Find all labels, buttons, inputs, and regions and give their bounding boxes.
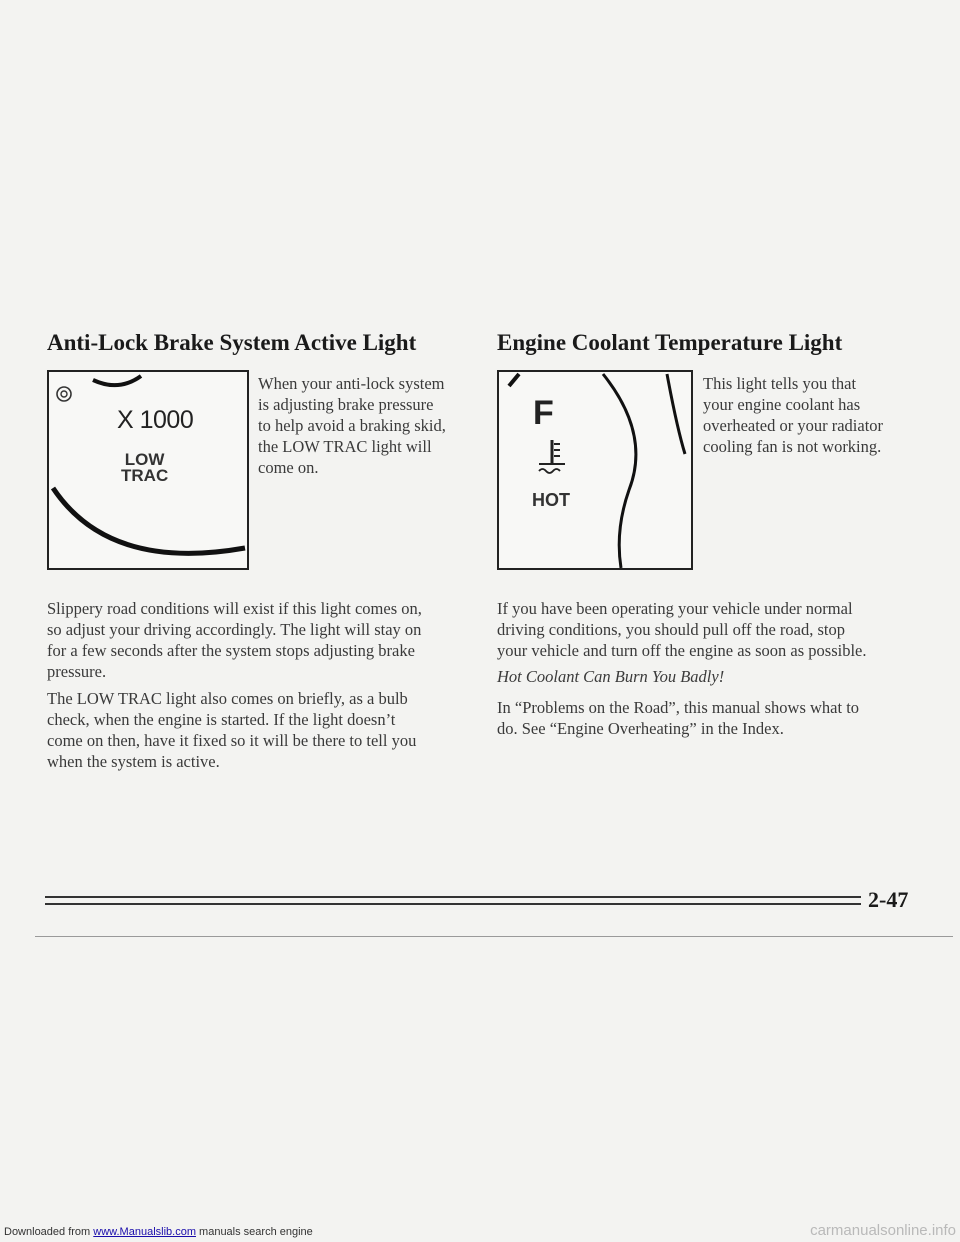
abs-side-text: When your anti-lock system is adjusting brake pressure to help avoid a braking skid, the LOW TRAC light will come on. xyxy=(258,374,446,477)
coolant-body-paragraph-3: In “Problems on the Road”, this manual shows what to do. See “Engine Overheating” in the Index. xyxy=(497,698,860,738)
coolant-gauge-drawing xyxy=(499,372,691,568)
coolant-thermometer-icon xyxy=(539,440,565,473)
bottom-rule-lower xyxy=(45,903,861,905)
download-footer: Downloaded from www.Manualslib.com manuals search engine xyxy=(4,1226,313,1238)
manualslib-link[interactable]: www.Manualslib.com xyxy=(93,1226,196,1238)
coolant-side-text: This light tells you that your engine coolant has overheated or your radiator cooling fan is not working. xyxy=(703,374,884,456)
low-trac-label: LOW TRAC xyxy=(121,450,169,485)
abs-heading: Anti-Lock Brake System Active Light xyxy=(47,330,417,355)
hot-label: HOT xyxy=(532,490,570,510)
page-number: 2-47 xyxy=(868,887,909,912)
abs-body-paragraph-2: The LOW TRAC light also comes on briefly, as a bulb check, when the engine is started. If the light doesn’t come on then, have it fixed so it will be there to tell you when the system is active. xyxy=(47,689,417,771)
watermark-brand: carmanualsonline.info xyxy=(810,1222,956,1239)
rpm-multiplier: X 1000 xyxy=(117,406,194,434)
low-trac-gauge-figure xyxy=(47,370,249,570)
abs-body-paragraph-1: Slippery road conditions will exist if this light comes on, so adjust your driving accordingly. The light will stay on for a few seconds after the system stops adjusting brake pressure. xyxy=(47,599,422,681)
full-mark: F xyxy=(533,394,554,432)
coolant-warning: Hot Coolant Can Burn You Badly! xyxy=(497,667,725,686)
scan-line xyxy=(35,936,953,937)
coolant-body-paragraph-1: If you have been operating your vehicle under normal driving conditions, you should pull off the road, stop your vehicle and turn off the engine as soon as possible. xyxy=(497,599,867,660)
abs-circle-icon xyxy=(57,387,71,401)
bottom-rule-upper xyxy=(45,896,861,898)
coolant-gauge-figure xyxy=(497,370,693,570)
coolant-heading: Engine Coolant Temperature Light xyxy=(497,330,843,355)
